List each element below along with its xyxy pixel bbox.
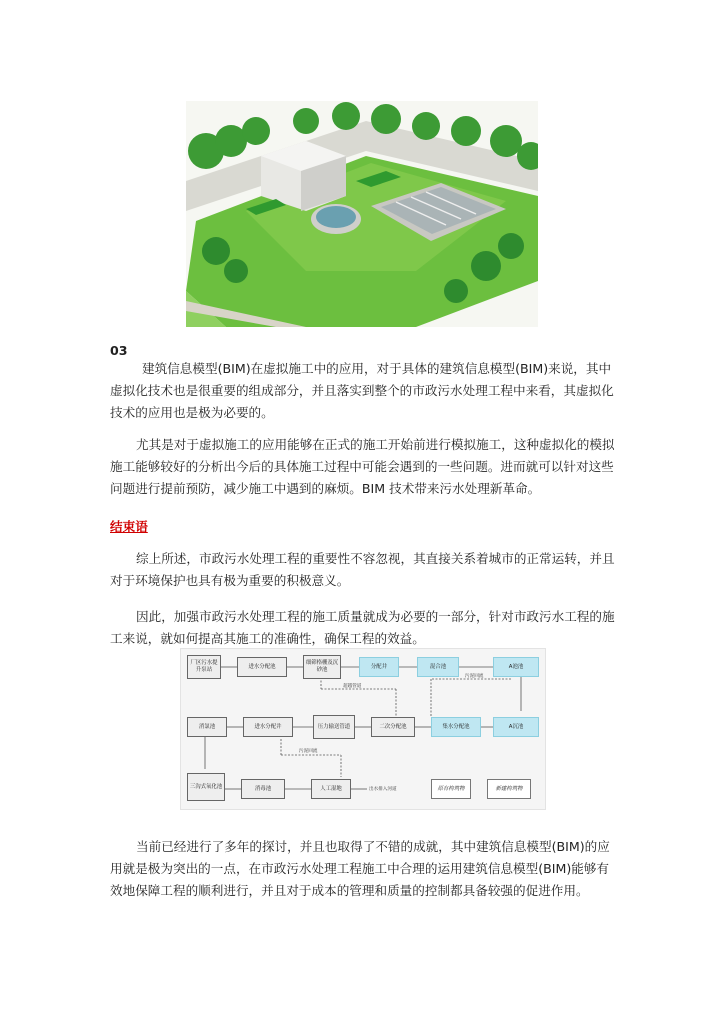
node-mixing-tank: 混合池 <box>417 657 459 677</box>
node-a-settling: A沉池 <box>493 717 539 737</box>
node-lift-pump: 厂区污水提升泵站 <box>187 655 221 679</box>
label-bypass-pipe: 超越管道 <box>343 684 362 689</box>
node-distribution-well: 分配井 <box>359 657 399 677</box>
node-secondary-distribution: 二次分配池 <box>371 717 415 737</box>
legend-existing: 原有构筑物 <box>431 779 471 799</box>
node-oxidation-ditch: 三沟式氧化池 <box>187 773 225 801</box>
label-sludge-return-2: 污泥回流 <box>299 749 318 754</box>
node-inlet-distribution: 进水分配池 <box>237 657 287 677</box>
paragraph-4: 因此，加强市政污水处理工程的施工质量就成为必要的一部分，针对市政污水工程的施工来说，就如何提高其施工的准确性，确保工程的效益。 <box>110 609 615 646</box>
process-flowchart <box>180 648 546 810</box>
node-dechlorination: 消氯池 <box>187 717 227 737</box>
paragraph-3: 综上所述，市政污水处理工程的重要性不容忽视，其直接关系着城市的正常运转，并且对于环境保护也具有极为重要的积极意义。 <box>110 551 615 588</box>
paragraph-5: 当前已经进行了多年的探讨，并且也取得了不错的成就，其中建筑信息模型(BIM)的应用就是极为突出的一点，在市政污水处理工程施工中合理的运用建筑信息模型(BIM)能够有效地保障工程的顺利进行，并且对于成本的管理和质量的控制都具备较强的促进作用。 <box>110 839 610 898</box>
paragraph-2: 尤其是对于虚拟施工的应用能够在正式的施工开始前进行模拟施工，这种虚拟化的模拟施工能够较好的分析出今后的具体施工过程中可能会遇到的一些问题。进而就可以针对这些问题进行提前预防，减少施工中遇到的麻烦。BIM 技术带来污水处理新革命。 <box>110 437 615 496</box>
plant-rendering-svg <box>186 101 538 327</box>
conclusion-title: 结束语 <box>110 519 148 534</box>
label-outlet: 出水排入河道 <box>369 787 397 792</box>
paragraph-1: 建筑信息模型(BIM)在虚拟施工中的应用，对于具体的建筑信息模型(BIM)来说，其中虚拟化技术也是很重要的组成部分，并且落实到整个的市政污水处理工程中来看，其虚拟化技术的应用也是极为必要的。 <box>110 361 614 420</box>
node-collection-distribution: 集水分配池 <box>431 717 481 737</box>
node-screen-grit: 细筛格栅及沉砂池 <box>303 655 341 679</box>
node-a-tank: A池池 <box>493 657 539 677</box>
label-sludge-return: 污泥回流 <box>465 674 484 679</box>
node-wetland: 人工湿地 <box>311 779 351 799</box>
plant-illustration <box>186 101 538 327</box>
section-number: 03 <box>110 343 128 358</box>
node-pressure-pipe: 压力输送管道 <box>313 715 355 739</box>
node-inlet-well: 进水分配井 <box>243 717 293 737</box>
node-disinfection: 消毒池 <box>241 779 285 799</box>
legend-new: 新建构筑物 <box>487 779 531 799</box>
